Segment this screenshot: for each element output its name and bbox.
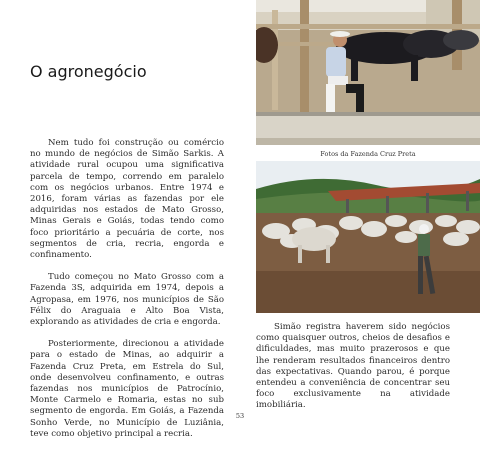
paragraph-1: Nem tudo foi construção ou comércio no mundo de negócios de Simão Sarkis. A atividade rural ocupou uma significativa parcela de tempo, correndo em paralelo com os negócios urbanos. Entre 1974 e 2016, foram várias as fazendas por ele adquiridas nos estados de Mato Grosso, Minas Gerais e Goiás, todas tendo como foco prioritário a pecuária de corte, nos segmentos de cria, recria, engorda e confinamento. [30, 138, 224, 261]
paragraph-3: Posteriormente, direcionou a atividade para o estado de Minas, ao adquirir a Fazenda Cruz Preta, em Estrela do Sul, onde desenvolveu confinamento, e outras fazendas nos municípios de Patrocínio, Monte Carmelo e Romaria, estas no sub segmento de engorda. Em Goiás, a Fazenda Sonho Verde, no Município de Luziânia, teve como objetivo principal a recria. [30, 339, 224, 439]
photo-cattle-herd [256, 161, 480, 313]
paragraph-2: Tudo começou no Mato Grosso com a Fazenda 3S, adquirida em 1974, depois a Agropasa, em 1976, nos municípios de São Félix do Araguaia e Alto Boa Vista, explorando as atividades de cria e engorda. [30, 272, 224, 328]
photo-caption: Fotos da Fazenda Cruz Preta [320, 150, 416, 158]
page-number: 53 [235, 412, 245, 420]
right-text-column [256, 322, 450, 412]
left-text-column [30, 138, 224, 451]
page-title: O agronegócio [30, 62, 147, 81]
paragraph-4: Simão registra haverem sido negócios como quaisquer outros, cheios de desafios e dificuldades, mas muito prazerosos e que lhe renderam resultados financeiros dentro das expectativas. Quando parou, é porque entendeu a conveniência de concentrar seu foco exclusivamente na atividade imobiliária. [256, 322, 450, 411]
photo-man-with-cattle [256, 0, 480, 145]
